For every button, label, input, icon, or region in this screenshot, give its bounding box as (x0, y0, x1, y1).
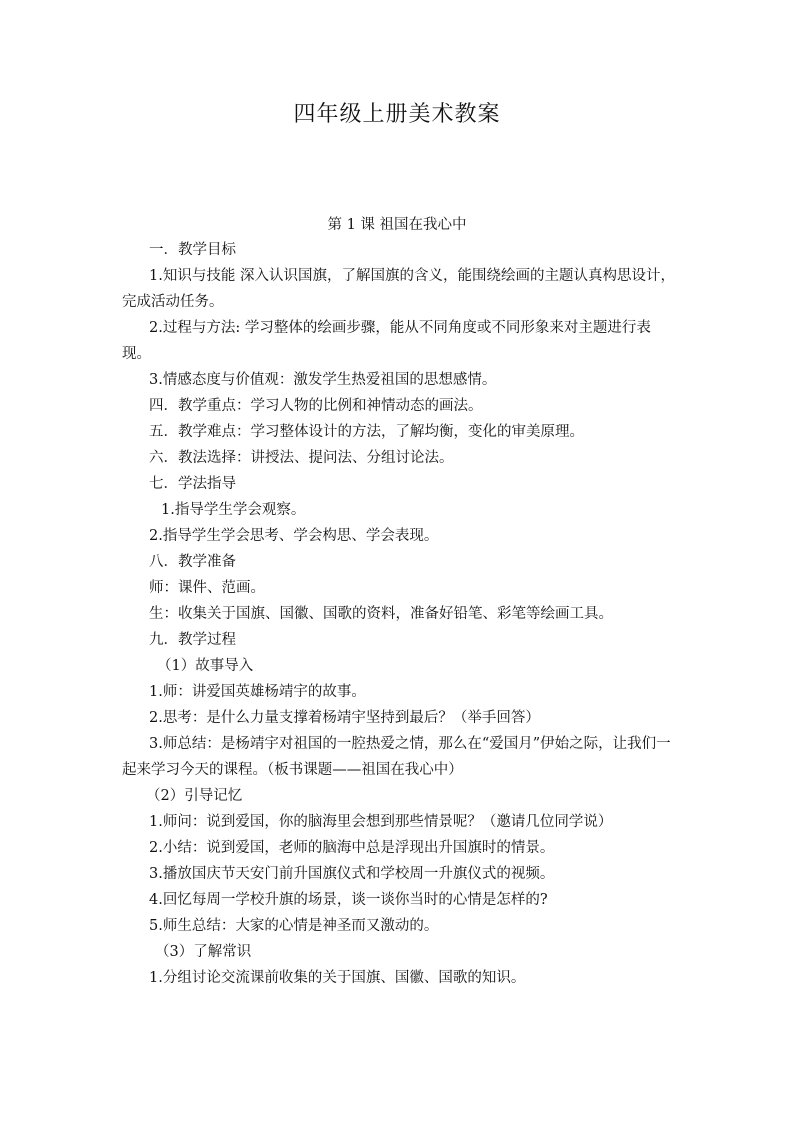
study-guide-item-1: 1.指导学生学会观察。 (161, 502, 306, 518)
paragraph-process-methods: 2.过程与方法: 学习整体的绘画步骤，能从不同角度或不同形象来对主题进行表现。 (122, 320, 651, 362)
guided-memory-item-4: 4.回忆每周一学校升旗的场景，谈一谈你当时的心情是怎样的? (149, 892, 548, 908)
section-teaching-methods: 六．教法选择：讲授法、提问法、分组讨论法。 (149, 450, 454, 466)
paragraph-emotion-values: 3.情感态度与价值观：激发学生热爱祖国的思想感情。 (149, 372, 497, 388)
study-guide-item-2: 2.指导学生学会思考、学会构思、学会表现。 (149, 528, 439, 544)
guided-memory-item-5: 5.师生总结：大家的心情是神圣而又激动的。 (149, 918, 439, 934)
section-heading-objectives: 一．教学目标 (149, 242, 236, 258)
common-knowledge-item-1: 1.分组讨论交流课前收集的关于国旗、国徽、国歌的知识。 (149, 970, 526, 986)
document-title: 四年级上册美术教案 (293, 102, 501, 127)
subheading-story-intro: （1）故事导入 (157, 658, 254, 674)
paragraph-knowledge-skills: 1.知识与技能 深入认识国旗，了解国旗的含义，能围绕绘画的主题认真构思设计，完成活动任务。 (122, 268, 675, 310)
lesson-title: 第 1 课 祖国在我心中 (327, 217, 467, 233)
preparation-student: 生：收集关于国旗、国徽、国歌的资料，准备好铅笔、彩笔等绘画工具。 (149, 606, 613, 622)
section-heading-process: 九．教学过程 (149, 632, 236, 648)
subheading-common-knowledge: （3）了解常识 (155, 944, 252, 960)
story-intro-item-2: 2.思考：是什么力量支撑着杨靖宇坚持到最后？（举手回答） (149, 710, 540, 726)
section-key-points: 四．教学重点：学习人物的比例和神情动态的画法。 (149, 398, 483, 414)
section-difficult-points: 五．教学难点：学习整体设计的方法，了解均衡，变化的审美原理。 (149, 424, 584, 440)
subheading-guided-memory: （2）引导记忆 (146, 788, 243, 804)
preparation-teacher: 师：课件、范画。 (149, 580, 265, 596)
guided-memory-item-3: 3.播放国庆节天安门前升国旗仪式和学校周一升旗仪式的视频。 (149, 866, 555, 882)
document-body (122, 237, 678, 991)
guided-memory-item-2: 2.小结：说到爱国，老师的脑海中总是浮现出升国旗时的情景。 (149, 840, 555, 856)
story-intro-item-3: 3.师总结：是杨靖宇对祖国的一腔热爱之情，那么在“爱国月”伊始之际，让我们一起来学习今天的课程。（板书课题——祖国在我心中） (122, 736, 671, 778)
section-heading-preparation: 八．教学准备 (149, 554, 236, 570)
guided-memory-item-1: 1.师问：说到爱国，你的脑海里会想到那些情景呢？（邀请几位同学说） (149, 814, 613, 830)
story-intro-item-1: 1.师：讲爱国英雄杨靖宇的故事。 (149, 684, 366, 700)
section-heading-study-guide: 七．学法指导 (149, 476, 236, 492)
